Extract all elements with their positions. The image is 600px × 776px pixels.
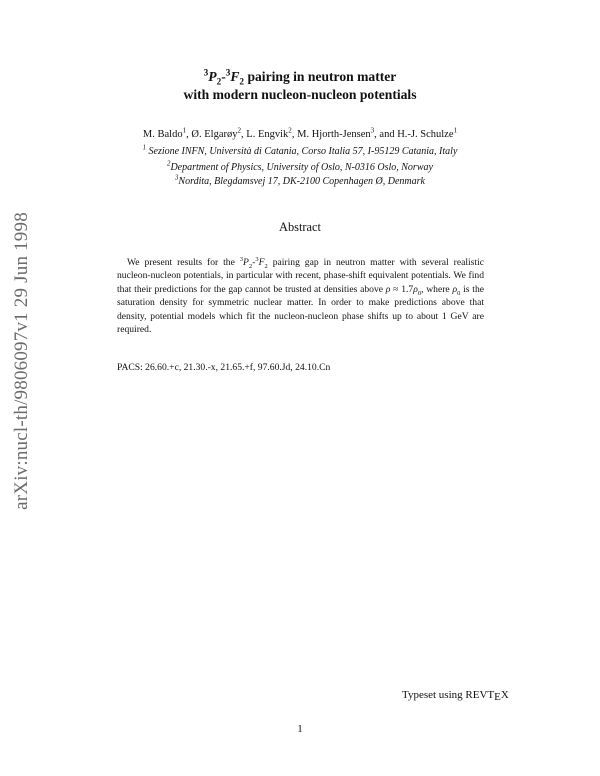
abstract-text: We present results for the $^3P_2-^3F_2$ pairing gap in neutron matter with several realistic nucleon-nucleon potentials, in particular with recent, phase-shift equivalent potentials. We find that their predictions for the gap cannot be trusted at densities above $\rho \approx 1.7\rho_0$, where $\rho_0$ is the saturation density for symmetric nuclear matter. In order to make predictions above that density, potential models which fit the nucleon-nucleon phase shifts up to about 1 GeV are required. <box>117 255 485 336</box>
paper-title-line-2: with modern nucleon-nucleon potentials <box>183 87 417 102</box>
affiliation-3: $^3$Nordita, Blegdamsvej 17, DK-2100 Copenhagen Ø, Denmark <box>175 174 425 187</box>
author: M. Hjorth-Jensen$^3$, and <box>297 126 398 140</box>
author: Ø. Elgarøy$^2$, <box>191 126 247 140</box>
affiliation-1: $^1$ Sezione INFN, Università di Catania, Corso Italia 57, I-95129 Catania, Italy <box>142 144 458 157</box>
pacs-codes: PACS: 26.60.+c, 21.30.-x, 21.65.+f, 97.60.Jd, 24.10.Cn <box>117 362 331 373</box>
page-number: 1 <box>297 723 303 735</box>
affiliation-2: $^2$Department of Physics, University of Oslo, N-0316 Oslo, Norway <box>167 160 433 173</box>
arxiv-identifier-stamp <box>4 206 40 516</box>
typeset-note: Typeset using REVTEX <box>402 689 509 703</box>
abstract-heading: Abstract <box>279 220 321 234</box>
author: L. Engvik$^2$, <box>246 126 298 140</box>
paper-title-line-1: $^3P_2-^3F_2$ pairing in neutron matter <box>203 67 397 87</box>
author: M. Baldo$^1$, <box>142 126 192 140</box>
arxiv-identifier: arXiv:nucl-th/9806097v1 29 Jun 1998 <box>11 212 32 510</box>
author-list <box>0 128 600 142</box>
author: H.-J. Schulze$^1$ <box>397 126 458 140</box>
